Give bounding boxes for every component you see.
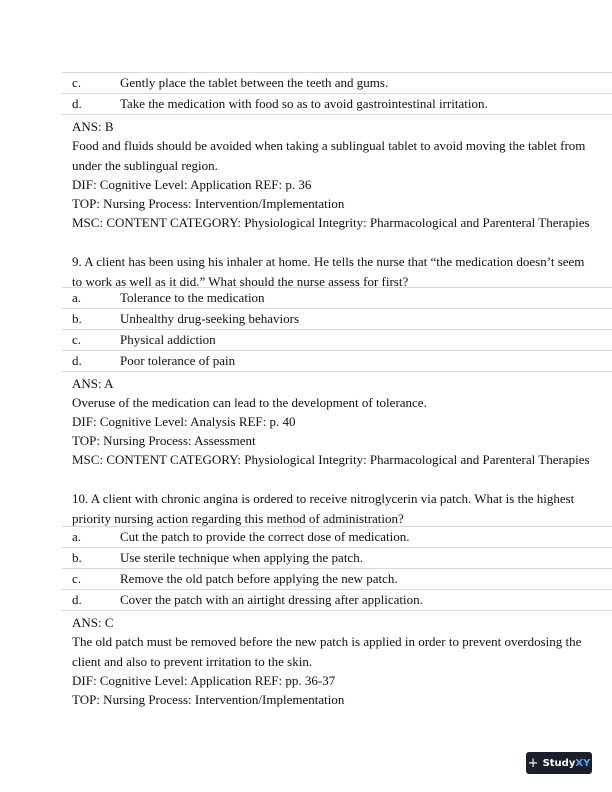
q10-option-a: a. Cut the patch to provide the correct dose of medication. (62, 526, 612, 547)
q8-difficulty: DIF: Cognitive Level: Application REF: p. 36 (72, 177, 312, 192)
q10-topic: TOP: Nursing Process: Intervention/Implementation (72, 692, 345, 707)
q8-answer: ANS: B (72, 119, 114, 134)
q9-option-a: a. Tolerance to the medication (62, 287, 612, 308)
q9-topic: TOP: Nursing Process: Assessment (72, 433, 256, 448)
q9-rationale: Overuse of the medication can lead to the development of tolerance. (72, 395, 427, 410)
q9-option-d: d. Poor tolerance of pain (62, 350, 612, 372)
q9-category: MSC: CONTENT CATEGORY: Physiological Integrity: Pharmacological and Parenteral Therapies (72, 452, 590, 467)
q8-category: MSC: CONTENT CATEGORY: Physiological Integrity: Pharmacological and Parenteral Therapies (72, 215, 590, 230)
q10-option-b: b. Use sterile technique when applying the patch. (62, 547, 612, 568)
q10-option-c: c. Remove the old patch before applying the new patch. (62, 568, 612, 589)
q9-option-c: c. Physical addiction (62, 329, 612, 350)
watermark-brand: StudyXY (542, 757, 591, 769)
q8-topic: TOP: Nursing Process: Intervention/Implementation (72, 196, 345, 211)
q9-option-b: b. Unhealthy drug-seeking behaviors (62, 308, 612, 329)
q10-stem: 10. A client with chronic angina is ordered to receive nitroglycerin via patch. What is the highest priority nursing action regarding this method of administration? (72, 491, 575, 526)
q8-rationale: Food and fluids should be avoided when taking a sublingual tablet to avoid moving the tablet from under the sublingual region. (72, 138, 586, 173)
plus-icon: + (527, 755, 539, 771)
q10-option-d: d. Cover the patch with an airtight dressing after application. (62, 589, 612, 611)
q8-option-d: d. Take the medication with food so as to avoid gastrointestinal irritation. (62, 93, 612, 115)
q9-stem: 9. A client has been using his inhaler at home. He tells the nurse that “the medication doesn’t seem to work as well as it did.” What should the nurse assess for first? (72, 254, 585, 289)
q8-option-c: c. Gently place the tablet between the teeth and gums. (62, 72, 612, 93)
q10-answer: ANS: C (72, 615, 114, 630)
q9-difficulty: DIF: Cognitive Level: Analysis REF: p. 40 (72, 414, 296, 429)
q10-rationale: The old patch must be removed before the new patch is applied in order to prevent overdosing the client and also to prevent irritation to the skin. (72, 634, 582, 669)
studyxy-watermark (526, 752, 592, 774)
q9-answer: ANS: A (72, 376, 114, 391)
q10-difficulty: DIF: Cognitive Level: Application REF: pp. 36-37 (72, 673, 336, 688)
